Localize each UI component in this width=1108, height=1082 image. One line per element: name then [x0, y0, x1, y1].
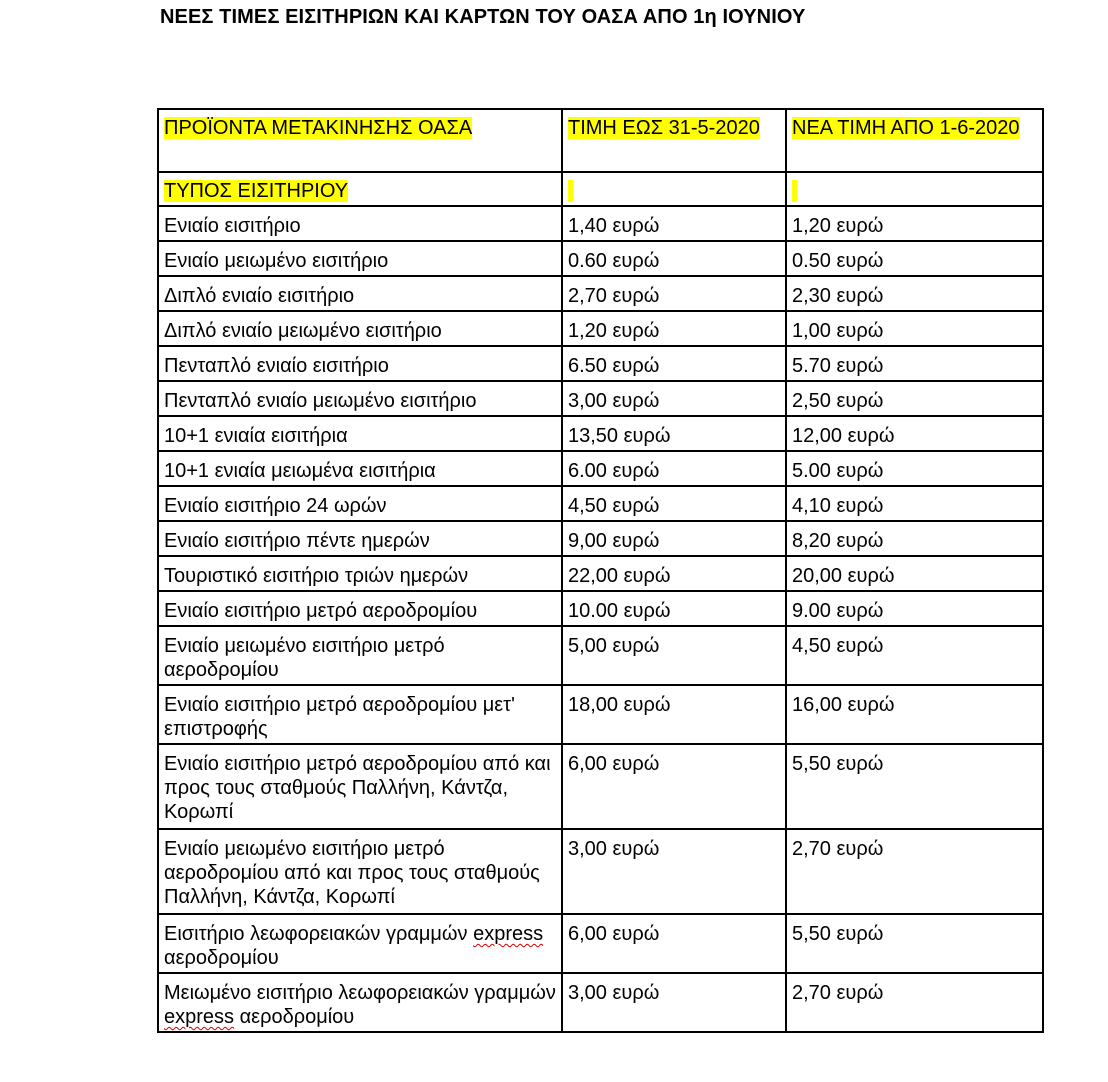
product-cell: Ενιαίο μειωμένο εισιτήριο [158, 241, 562, 276]
table-row [158, 556, 1043, 591]
product-cell: Πενταπλό ενιαίο μειωμένο εισιτήριο [158, 381, 562, 416]
old-price-cell: 4,50 ευρώ [562, 486, 786, 521]
table-row [158, 914, 1043, 973]
product-cell: Ενιαίο εισιτήριο 24 ωρών [158, 486, 562, 521]
new-price-cell: 2,30 ευρώ [786, 276, 1043, 311]
product-cell: 10+1 ενιαία εισιτήρια [158, 416, 562, 451]
header-old-price-label: ΤΙΜΗ ΕΩΣ 31-5-2020 [568, 117, 760, 139]
table-row [158, 591, 1043, 626]
new-price-cell: 1,20 ευρώ [786, 206, 1043, 241]
old-price-cell: 10.00 ευρώ [562, 591, 786, 626]
new-price-cell: 4,50 ευρώ [786, 626, 1043, 685]
header-cell-product [158, 109, 562, 172]
new-price-cell: 4,10 ευρώ [786, 486, 1043, 521]
new-price-cell: 9.00 ευρώ [786, 591, 1043, 626]
section-cell-new-price [786, 172, 1043, 206]
product-cell: Διπλό ενιαίο εισιτήριο [158, 276, 562, 311]
new-price-cell: 1,00 ευρώ [786, 311, 1043, 346]
old-price-cell: 18,00 ευρώ [562, 685, 786, 744]
highlight-mark [792, 180, 797, 202]
new-price-cell: 5.70 ευρώ [786, 346, 1043, 381]
highlight-mark [568, 180, 573, 202]
new-price-cell: 0.50 ευρώ [786, 241, 1043, 276]
product-cell [158, 914, 562, 973]
table-row [158, 486, 1043, 521]
product-cell: 10+1 ενιαία μειωμένα εισιτήρια [158, 451, 562, 486]
table-row [158, 451, 1043, 486]
spellcheck-flagged-word: express [473, 923, 544, 945]
table-row [158, 744, 1043, 829]
ticket-type-section-row [158, 172, 1043, 206]
product-cell: Ενιαίο εισιτήριο μετρό αεροδρομίου [158, 591, 562, 626]
old-price-cell: 6,00 ευρώ [562, 744, 786, 829]
table-row [158, 829, 1043, 914]
product-cell: Πενταπλό ενιαίο εισιτήριο [158, 346, 562, 381]
old-price-cell: 3,00 ευρώ [562, 381, 786, 416]
ticket-type-label: ΤΥΠΟΣ ΕΙΣΙΤΗΡΙΟΥ [164, 180, 349, 202]
section-cell-old-price [562, 172, 786, 206]
section-cell-label [158, 172, 562, 206]
old-price-cell: 3,00 ευρώ [562, 973, 786, 1032]
old-price-cell: 6.00 ευρώ [562, 451, 786, 486]
table-row [158, 626, 1043, 685]
old-price-cell: 2,70 ευρώ [562, 276, 786, 311]
new-price-cell: 5,50 ευρώ [786, 744, 1043, 829]
new-price-cell: 5.00 ευρώ [786, 451, 1043, 486]
new-price-cell: 16,00 ευρώ [786, 685, 1043, 744]
header-cell-new-price [786, 109, 1043, 172]
table-header-row [158, 109, 1043, 172]
product-cell: Ενιαίο εισιτήριο μετρό αεροδρομίου από και προς τους σταθμούς Παλλήνη, Κάντζα, Κορωπί [158, 744, 562, 829]
new-price-cell: 2,70 ευρώ [786, 829, 1043, 914]
new-price-cell: 5,50 ευρώ [786, 914, 1043, 973]
product-cell: Τουριστικό εισιτήριο τριών ημερών [158, 556, 562, 591]
new-price-cell: 8,20 ευρώ [786, 521, 1043, 556]
header-new-price-label: ΝΕΑ ΤΙΜΗ ΑΠΟ 1-6-2020 [792, 117, 1020, 139]
table-row [158, 346, 1043, 381]
spellcheck-flagged-word: express [164, 1006, 235, 1028]
new-price-cell: 12,00 ευρώ [786, 416, 1043, 451]
table-row [158, 206, 1043, 241]
table-row [158, 521, 1043, 556]
product-cell: Ενιαίο μειωμένο εισιτήριο μετρό αεροδρομίου [158, 626, 562, 685]
old-price-cell: 1,40 ευρώ [562, 206, 786, 241]
old-price-cell: 6,00 ευρώ [562, 914, 786, 973]
fare-price-table [157, 108, 1044, 1033]
product-cell: Διπλό ενιαίο μειωμένο εισιτήριο [158, 311, 562, 346]
product-cell: Ενιαίο εισιτήριο πέντε ημερών [158, 521, 562, 556]
new-price-cell: 20,00 ευρώ [786, 556, 1043, 591]
table-row [158, 311, 1043, 346]
table-row [158, 685, 1043, 744]
table-row [158, 416, 1043, 451]
product-text: αεροδρομίου [164, 947, 279, 969]
table-row [158, 973, 1043, 1032]
old-price-cell: 0.60 ευρώ [562, 241, 786, 276]
header-cell-old-price [562, 109, 786, 172]
header-product-label: ΠΡΟΪΟΝΤΑ ΜΕΤΑΚΙΝΗΣΗΣ ΟΑΣΑ [164, 117, 473, 139]
product-cell [158, 973, 562, 1032]
old-price-cell: 3,00 ευρώ [562, 829, 786, 914]
product-cell: Ενιαίο εισιτήριο μετρό αεροδρομίου μετ' επιστροφής [158, 685, 562, 744]
old-price-cell: 5,00 ευρώ [562, 626, 786, 685]
old-price-cell: 9,00 ευρώ [562, 521, 786, 556]
new-price-cell: 2,70 ευρώ [786, 973, 1043, 1032]
table-row [158, 276, 1043, 311]
table-row [158, 381, 1043, 416]
old-price-cell: 22,00 ευρώ [562, 556, 786, 591]
product-cell: Ενιαίο εισιτήριο [158, 206, 562, 241]
document-title: ΝΕΕΣ ΤΙΜΕΣ ΕΙΣΙΤΗΡΙΩΝ ΚΑΙ ΚΑΡΤΩΝ ΤΟΥ ΟΑΣΑ ΑΠΟ 1η ΙΟΥΝΙΟΥ [160, 6, 806, 28]
old-price-cell: 13,50 ευρώ [562, 416, 786, 451]
product-cell: Ενιαίο μειωμένο εισιτήριο μετρό αεροδρομίου από και προς τους σταθμούς Παλλήνη, Κάντζα, Κορωπί [158, 829, 562, 914]
product-text: αεροδρομίου [234, 1006, 355, 1028]
old-price-cell: 6.50 ευρώ [562, 346, 786, 381]
product-text: Εισιτήριο λεωφορειακών γραμμών [164, 923, 474, 945]
product-text: Μειωμένο εισιτήριο λεωφορειακών γραμμών [164, 982, 556, 1004]
new-price-cell: 2,50 ευρώ [786, 381, 1043, 416]
table-row [158, 241, 1043, 276]
old-price-cell: 1,20 ευρώ [562, 311, 786, 346]
